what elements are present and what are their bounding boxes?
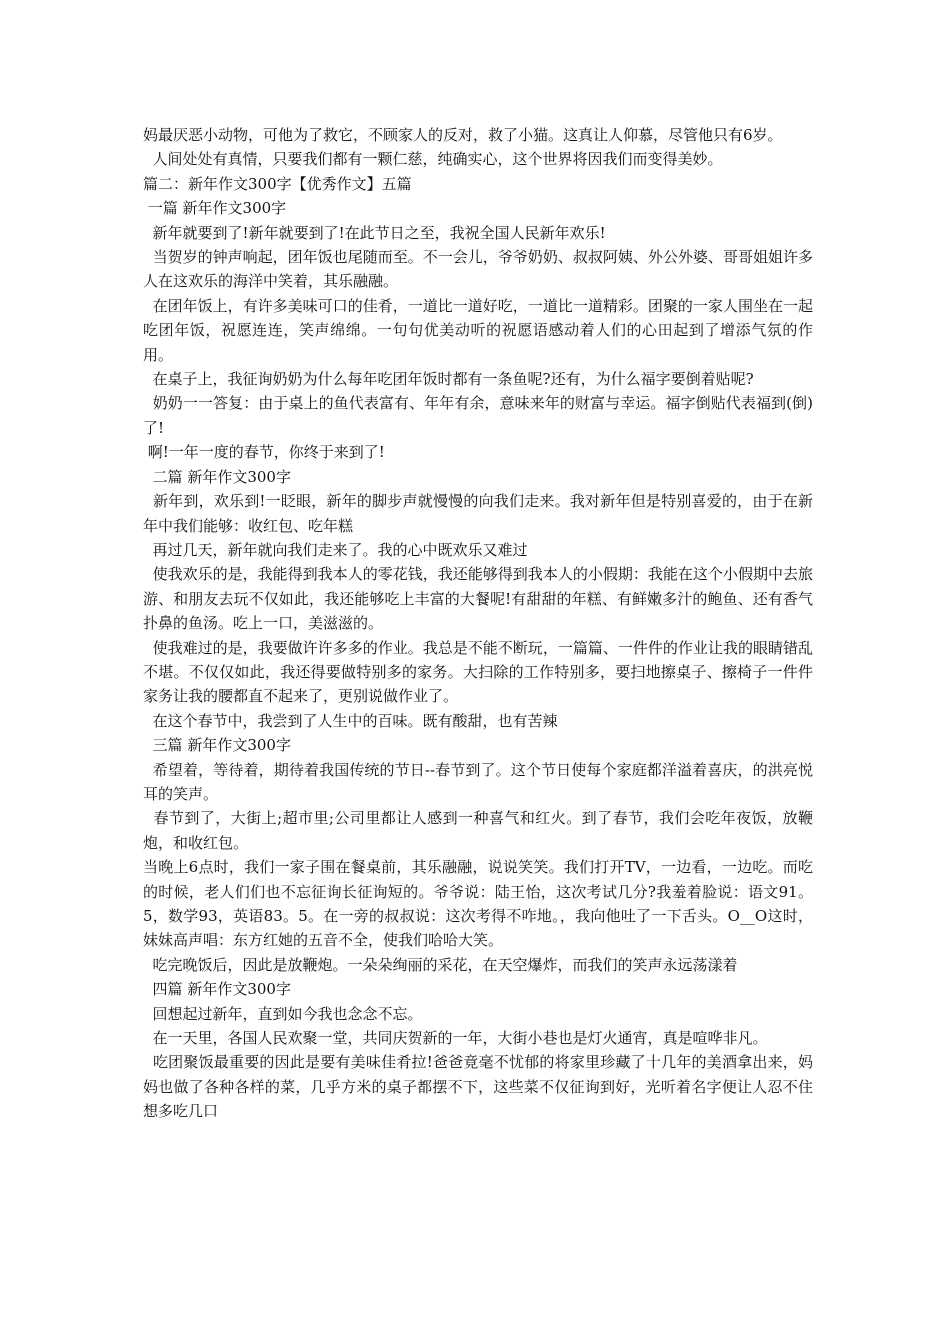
paragraph: 在桌子上，我征询奶奶为什么每年吃团年饭时都有一条鱼呢?还有，为什么福字要倒着贴呢? xyxy=(143,370,754,389)
section-heading: 篇二：新年作文300字【优秀作文】五篇 xyxy=(143,174,412,193)
paragraph: 新年到，欢乐到!一眨眼，新年的脚步声就慢慢的向我们走来。我对新年但是特别喜爱的，由于在新年中我们能够：收红包、吃年糕 xyxy=(143,492,813,535)
paragraph: 啊!一年一度的春节，你终于来到了! xyxy=(143,443,385,462)
paragraph: 奶奶一一答复：由于桌上的鱼代表富有、年年有余，意味来年的财富与幸运。福字倒贴代表福到(倒)了! xyxy=(143,394,813,437)
paragraph: 在一天里，各国人民欢聚一堂，共同庆贺新的一年，大街小巷也是灯火通宵，真是喧哗非凡。 xyxy=(143,1029,768,1048)
paragraph: 希望着，等待着，期待着我国传统的节日--春节到了。这个节日使每个家庭都洋溢着喜庆，的洪亮悦耳的笑声。 xyxy=(143,760,813,803)
paragraph: 人间处处有真情，只要我们都有一颗仁慈，纯确实心，这个世界将因我们而变得美妙。 xyxy=(143,150,723,169)
paragraph: 吃团聚饭最重要的因此是要有美味佳肴拉!爸爸竟毫不忧郁的将家里珍藏了十几年的美酒拿出来，妈妈也做了各种各样的菜，几乎方米的桌子都摆不下，这些菜不仅征询到好，光听着名字便让人忍不住想多吃几口 xyxy=(143,1053,813,1121)
essay-title: 三篇 新年作文300字 xyxy=(143,736,291,755)
essay-title: 一篇 新年作文300字 xyxy=(143,199,287,218)
paragraph: 在团年饭上，有许多美味可口的佳肴，一道比一道好吃，一道比一道精彩。团聚的一家人围坐在一起吃团年饭，祝愿连连，笑声绵绵。一句句优美动听的祝愿语感动着人们的心田起到了增添气氛的作用。 xyxy=(143,296,813,364)
document-page xyxy=(143,123,813,1124)
paragraph: 妈最厌恶小动物，可他为了救它，不顾家人的反对，救了小猫。这真让人仰慕，尽管他只有6岁。 xyxy=(143,126,783,144)
paragraph: 当贺岁的钟声响起，团年饭也尾随而至。不一会儿，爷爷奶奶、叔叔阿姨、外公外婆、哥哥姐姐许多人在这欢乐的海洋中笑着，其乐融融。 xyxy=(143,248,813,291)
essay-title: 二篇 新年作文300字 xyxy=(143,467,291,486)
essay-title: 四篇 新年作文300字 xyxy=(143,980,291,999)
paragraph: 使我难过的是，我要做许许多多的作业。我总是不能不断玩，一篇篇、一件件的作业让我的眼睛错乱不堪。不仅仅如此，我还得要做特别多的家务。大扫除的工作特别多，要扫地擦桌子、擦椅子一件件家务让我的腰都直不起来了，更别说做作业了。 xyxy=(143,638,813,706)
paragraph: 再过几天，新年就向我们走来了。我的心中既欢乐又难过 xyxy=(143,540,528,559)
paragraph: 春节到了，大街上;超市里;公司里都让人感到一种喜气和红火。到了春节，我们会吃年夜饭，放鞭炮，和收红包。 xyxy=(143,809,813,852)
paragraph: 回想起过新年，直到如今我也念念不忘。 xyxy=(143,1004,423,1023)
paragraph: 新年就要到了!新年就要到了!在此节日之至，我祝全国人民新年欢乐! xyxy=(143,223,606,242)
paragraph: 当晚上6点时，我们一家子围在餐桌前，其乐融融，说说笑笑。我们打开TV，一边看，一边吃。而吃的时候，老人们们也不忘征询长征询短的。爷爷说：陆王怡，这次考试几分?我羞着脸说：语文91。5，数学93，英语83。5。在一旁的叔叔说：这次考得不咋地。，我向他吐了一下舌头。O__O这时，妹妹高声唱：东方红她的五音不全，使我们哈哈大笑。 xyxy=(143,858,813,950)
paragraph: 在这个春节中，我尝到了人生中的百味。既有酸甜，也有苦辣 xyxy=(143,711,558,730)
paragraph: 吃完晚饭后，因此是放鞭炮。一朵朵绚丽的采花，在天空爆炸，而我们的笑声永远荡漾着 xyxy=(143,955,738,974)
paragraph: 使我欢乐的是，我能得到我本人的零花钱，我还能够得到我本人的小假期：我能在这个小假期中去旅游、和朋友去玩不仅如此，我还能够吃上丰富的大餐呢!有甜甜的年糕、有鲜嫩多汁的鲍鱼、还有香气扑鼻的鱼汤。吃上一口，美滋滋的。 xyxy=(143,565,813,633)
